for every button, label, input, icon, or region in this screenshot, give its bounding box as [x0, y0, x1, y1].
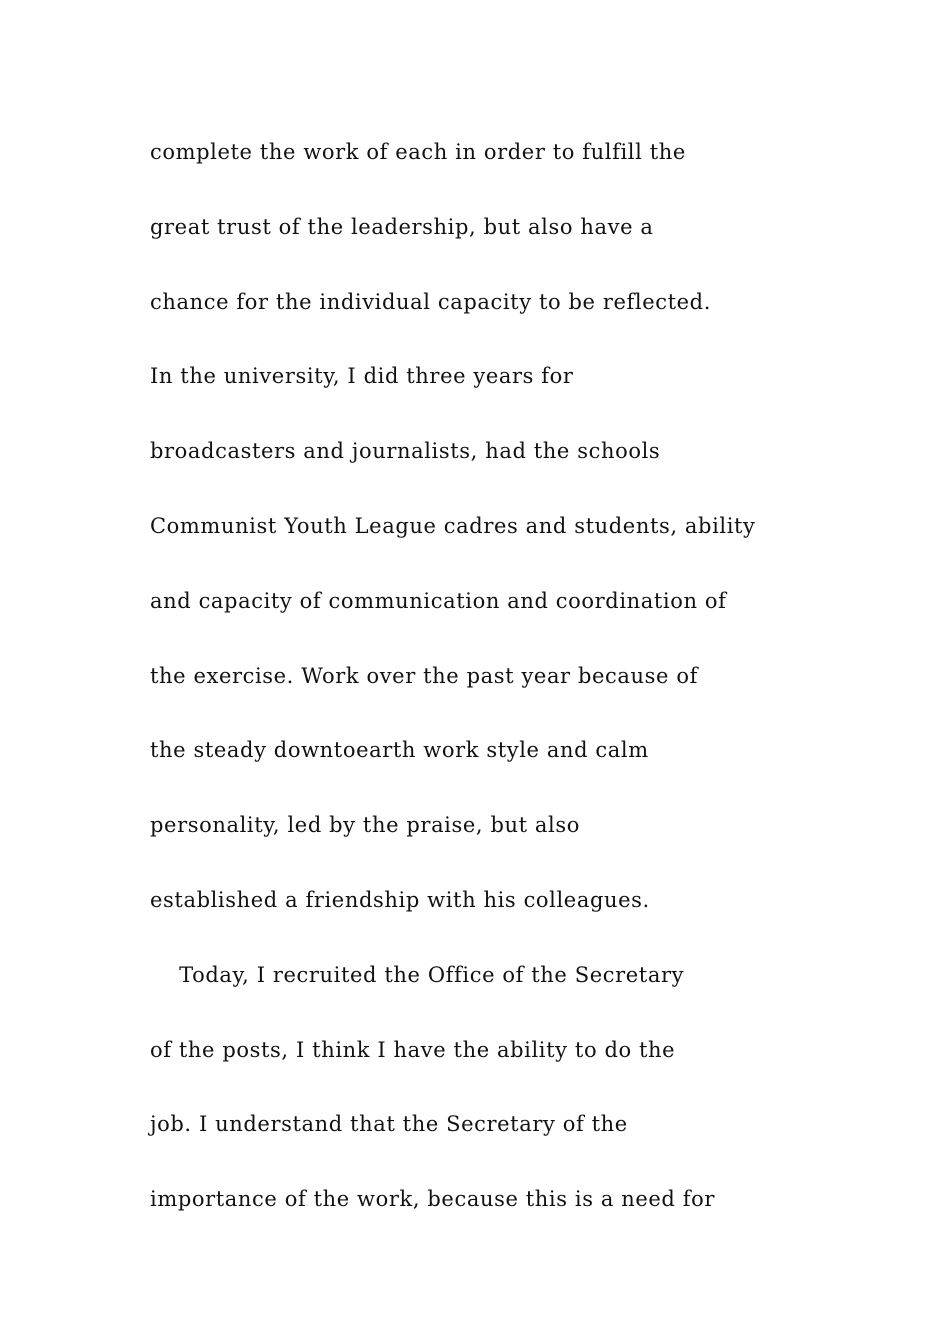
text-line: of the posts, I think I have the ability to do the — [150, 1037, 676, 1062]
text-line: and capacity of communication and coordination of — [150, 588, 727, 613]
text-line: Today, I recruited the Office of the Secretary — [150, 962, 685, 987]
text-line: complete the work of each in order to fulfill the — [150, 140, 686, 164]
text-line: broadcasters and journalists, had the schools — [150, 439, 661, 464]
text-line: personality, led by the praise, but also — [150, 813, 580, 838]
text-line: job. I understand that the Secretary of the — [150, 1112, 628, 1137]
text-line: In the university, I did three years for — [150, 364, 574, 389]
text-line: the exercise. Work over the past year because of — [150, 663, 698, 688]
text-line: importance of the work, because this is a need for — [150, 1187, 715, 1212]
text-line: chance for the individual capacity to be reflected. — [150, 289, 711, 314]
body-text — [150, 133, 830, 1255]
text-line: the steady downtoearth work style and calm — [150, 738, 649, 763]
text-line: great trust of the leadership, but also have a — [150, 214, 654, 239]
text-line: established a friendship with his colleagues. — [150, 887, 650, 912]
text-line: Communist Youth League cadres and students, ability — [150, 513, 756, 538]
